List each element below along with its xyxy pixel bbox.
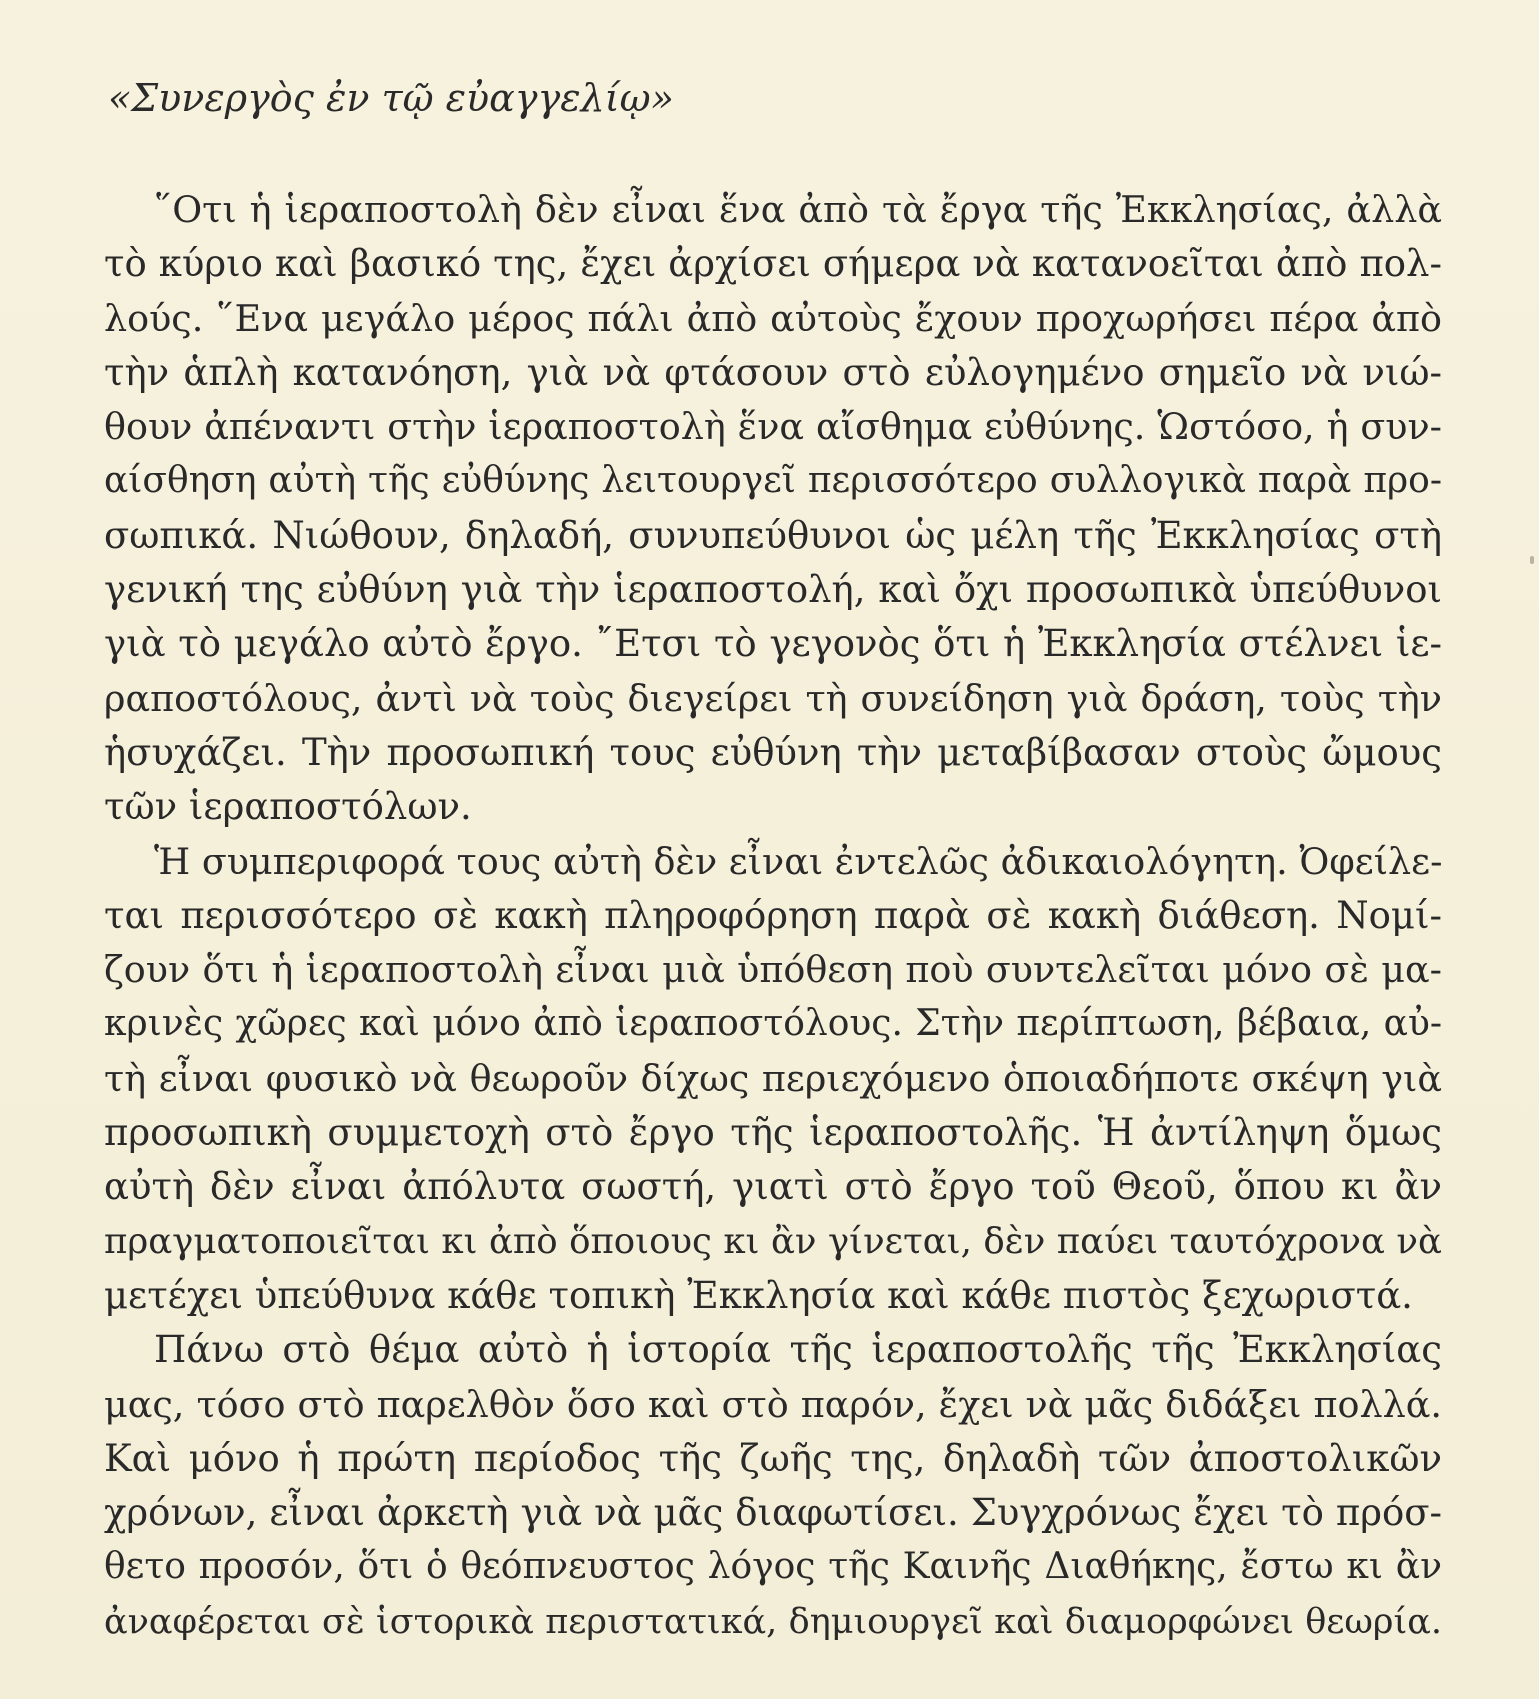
text-line: ἡσυχάζει. Τὴν προσωπική τους εὐθύνη τὴν μεταβίβασαν στοὺς ὤμους xyxy=(104,730,1442,774)
text-line: θουν ἀπέναντι στὴν ἱεραποστολὴ ἕνα αἴσθημα εὐθύνης. Ὡστόσο, ἡ συν- xyxy=(104,405,1442,449)
text-line: χρόνων, εἶναι ἀρκετὴ γιὰ νὰ μᾶς διαφωτίσει. Συγχρόνως ἔχει τὸ πρόσ- xyxy=(104,1491,1442,1535)
text-line: ται περισσότερο σὲ κακὴ πληροφόρηση παρὰ σὲ κακὴ διάθεση. Νομί- xyxy=(104,893,1442,937)
text-line: γιὰ τὸ μεγάλο αὐτὸ ἔργο. ῎Ετσι τὸ γεγονὸς ὅτι ἡ Ἐκκλησία στέλνει ἱε- xyxy=(104,622,1442,666)
text-line: ραποστόλους, ἀντὶ νὰ τοὺς διεγείρει τὴ συνείδηση γιὰ δράση, τοὺς τὴν xyxy=(104,676,1442,720)
text-line: Ἡ συμπεριφορά τους αὐτὴ δὲν εἶναι ἐντελῶς ἀδικαιολόγητη. Ὀφείλε- xyxy=(154,839,1443,883)
paper-speck xyxy=(1530,556,1534,564)
text-line: λούς. ῞Ενα μεγάλο μέρος πάλι ἀπὸ αὐτοὺς ἔχουν προχωρήσει πέρα ἀπὸ xyxy=(104,296,1442,340)
text-line: αὐτὴ δὲν εἶναι ἀπόλυτα σωστή, γιατὶ στὸ ἔργο τοῦ Θεοῦ, ὅπου κι ἂν xyxy=(104,1165,1442,1209)
text-line: Πάνω στὸ θέμα αὐτὸ ἡ ἱστορία τῆς ἱεραποστολῆς τῆς Ἐκκλησίας xyxy=(154,1328,1442,1372)
text-line: ἀναφέρεται σὲ ἱστορικὰ περιστατικά, δημιουργεῖ καὶ διαμορφώνει θεωρία. xyxy=(104,1601,1442,1642)
body-text xyxy=(104,183,1442,1649)
text-line: μετέχει ὑπεύθυνα κάθε τοπικὴ Ἐκκλησία καὶ κάθε πιστὸς ξεχωριστά. xyxy=(104,1273,1413,1317)
text-line: Καὶ μόνο ἡ πρώτη περίοδος τῆς ζωῆς της, δηλαδὴ τῶν ἀποστολικῶν xyxy=(104,1436,1442,1480)
text-line: αίσθηση αὐτὴ τῆς εὐθύνης λειτουργεῖ περισσότερο συλλογικὰ παρὰ προ- xyxy=(104,460,1442,502)
text-line: τὴ εἶναι φυσικὸ νὰ θεωροῦν δίχως περιεχόμενο ὁποιαδήποτε σκέψη γιὰ xyxy=(104,1056,1442,1100)
text-line: τὸ κύριο καὶ βασικό της, ἔχει ἀρχίσει σήμερα νὰ κατανοεῖται ἀπὸ πολ- xyxy=(104,242,1442,286)
text-line: τῶν ἱεραποστόλων. xyxy=(104,785,472,829)
text-line: θετο προσόν, ὅτι ὁ θεόπνευστος λόγος τῆς Καινῆς Διαθήκης, ἔστω κι ἂν xyxy=(104,1546,1442,1588)
text-line: ῞Οτι ἡ ἱεραποστολὴ δὲν εἶναι ἕνα ἀπὸ τὰ ἔργα τῆς Ἐκκλησίας, ἀλλὰ xyxy=(154,188,1442,231)
text-line: προσωπικὴ συμμετοχὴ στὸ ἔργο τῆς ἱεραποστολῆς. Ἡ ἀντίληψη ὅμως xyxy=(104,1111,1442,1155)
text-line: ζουν ὅτι ἡ ἱεραποστολὴ εἶναι μιὰ ὑπόθεση ποὺ συντελεῖται μόνο σὲ μα- xyxy=(104,948,1442,992)
text-line: μας, τόσο στὸ παρελθὸν ὅσο καὶ στὸ παρόν, ἔχει νὰ μᾶς διδάξει πολλά. xyxy=(104,1382,1442,1426)
text-line: γενική της εὐθύνη γιὰ τὴν ἱεραποστολή, καὶ ὄχι προσωπικὰ ὑπεύθυνοι xyxy=(104,568,1442,612)
text-line: τὴν ἁπλὴ κατανόηση, γιὰ νὰ φτάσουν στὸ εὐλογημένο σημεῖο νὰ νιώ- xyxy=(104,350,1442,394)
text-line: κρινὲς χῶρες καὶ μόνο ἀπὸ ἱεραποστόλους. Στὴν περίπτωση, βέβαια, αὐ- xyxy=(104,1003,1442,1045)
text-line: σωπικά. Νιώθουν, δηλαδή, συνυπεύθυνοι ὡς μέλη τῆς Ἐκκλησίας στὴ xyxy=(104,513,1442,557)
text-line: πραγματοποιεῖται κι ἀπὸ ὅποιους κι ἂν γίνεται, δὲν παύει ταυτόχρονα νὰ xyxy=(104,1220,1442,1262)
section-heading: «Συνεργὸς ἐν τῷ εὐαγγελίῳ» xyxy=(108,76,674,120)
